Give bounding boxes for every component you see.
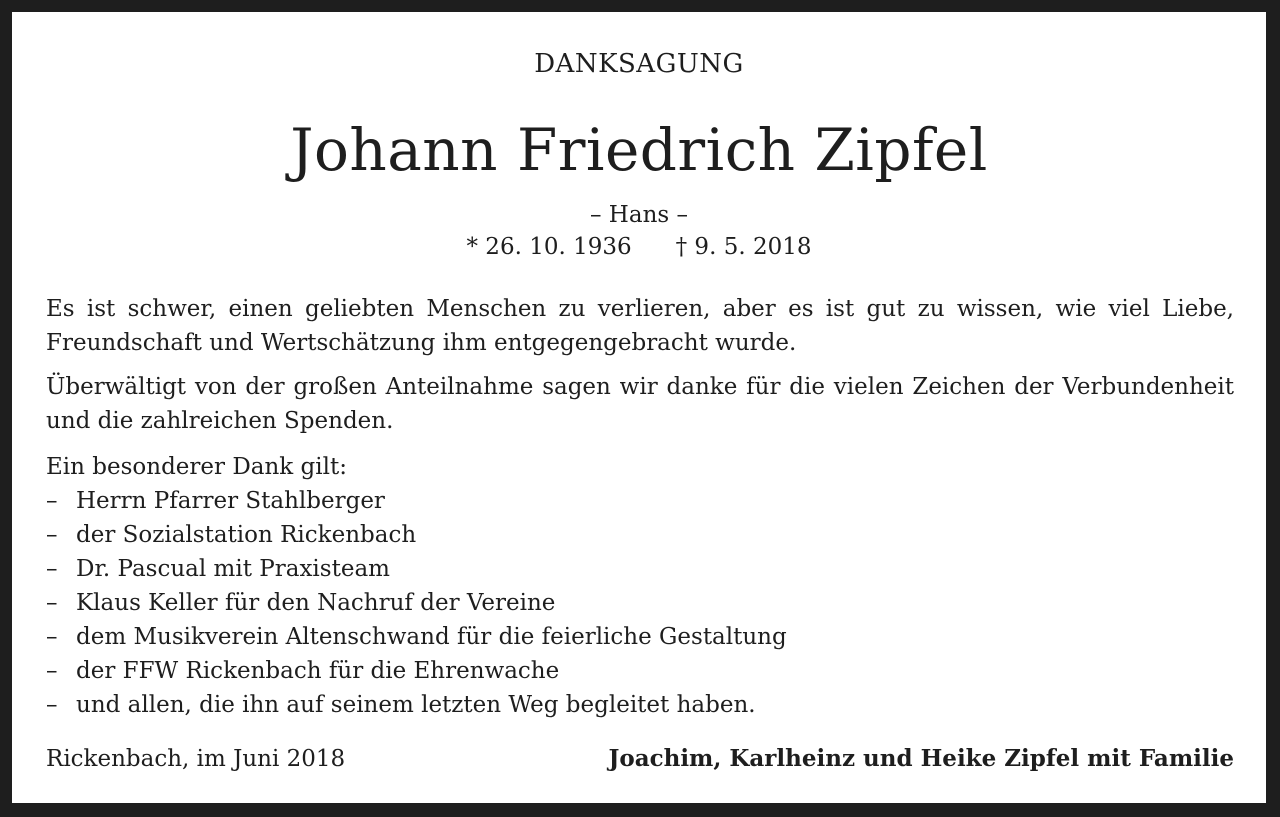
thanks-list bbox=[46, 484, 1234, 722]
list-item-text: der Sozialstation Rickenbach bbox=[76, 522, 417, 548]
dash-bullet: – bbox=[46, 658, 58, 684]
list-item bbox=[46, 688, 1234, 722]
list-item bbox=[46, 654, 1234, 688]
list-item-text: Herrn Pfarrer Stahlberger bbox=[76, 488, 385, 514]
list-item-text: dem Musikverein Altenschwand für die feierliche Gestaltung bbox=[76, 624, 787, 650]
deceased-nickname: – Hans – bbox=[589, 202, 688, 228]
family-signature: Joachim, Karlheinz und Heike Zipfel mit Familie bbox=[608, 745, 1234, 772]
dash-bullet: – bbox=[46, 590, 58, 616]
notice-body bbox=[46, 292, 1234, 722]
paragraph: Überwältigt von der großen Anteilnahme sagen wir danke für die vielen Zeichen der Verbundenheit und die zahlreichen Spenden. bbox=[46, 374, 1234, 434]
birth-date: * 26. 10. 1936 bbox=[466, 234, 632, 260]
list-item bbox=[46, 552, 1234, 586]
death-date: † 9. 5. 2018 bbox=[675, 234, 812, 260]
list-item-text: Klaus Keller für den Nachruf der Vereine bbox=[76, 590, 556, 616]
place-and-date: Rickenbach, im Juni 2018 bbox=[46, 746, 346, 772]
list-item bbox=[46, 484, 1234, 518]
dash-bullet: – bbox=[46, 556, 58, 582]
deceased-name: Johann Friedrich Zipfel bbox=[290, 116, 988, 184]
paragraph: Es ist schwer, einen geliebten Menschen zu verlieren, aber es ist gut zu wissen, wie viel Liebe, Freundschaft und Wertschätzung ihm entgegengebracht wurde. bbox=[46, 296, 1234, 356]
life-dates bbox=[12, 232, 1266, 262]
list-item bbox=[46, 518, 1234, 552]
dash-bullet: – bbox=[46, 488, 58, 514]
thanks-intro: Ein besonderer Dank gilt: bbox=[46, 454, 347, 480]
dash-bullet: – bbox=[46, 692, 58, 718]
obituary-notice bbox=[12, 12, 1266, 803]
list-item-text: Dr. Pascual mit Praxisteam bbox=[76, 556, 390, 582]
dash-bullet: – bbox=[46, 522, 58, 548]
notice-heading: DANKSAGUNG bbox=[534, 49, 744, 79]
list-item bbox=[46, 586, 1234, 620]
list-item-text: der FFW Rickenbach für die Ehrenwache bbox=[76, 658, 560, 684]
list-item bbox=[46, 620, 1234, 654]
dash-bullet: – bbox=[46, 624, 58, 650]
list-item-text: und allen, die ihn auf seinem letzten Weg begleitet haben. bbox=[76, 692, 756, 718]
